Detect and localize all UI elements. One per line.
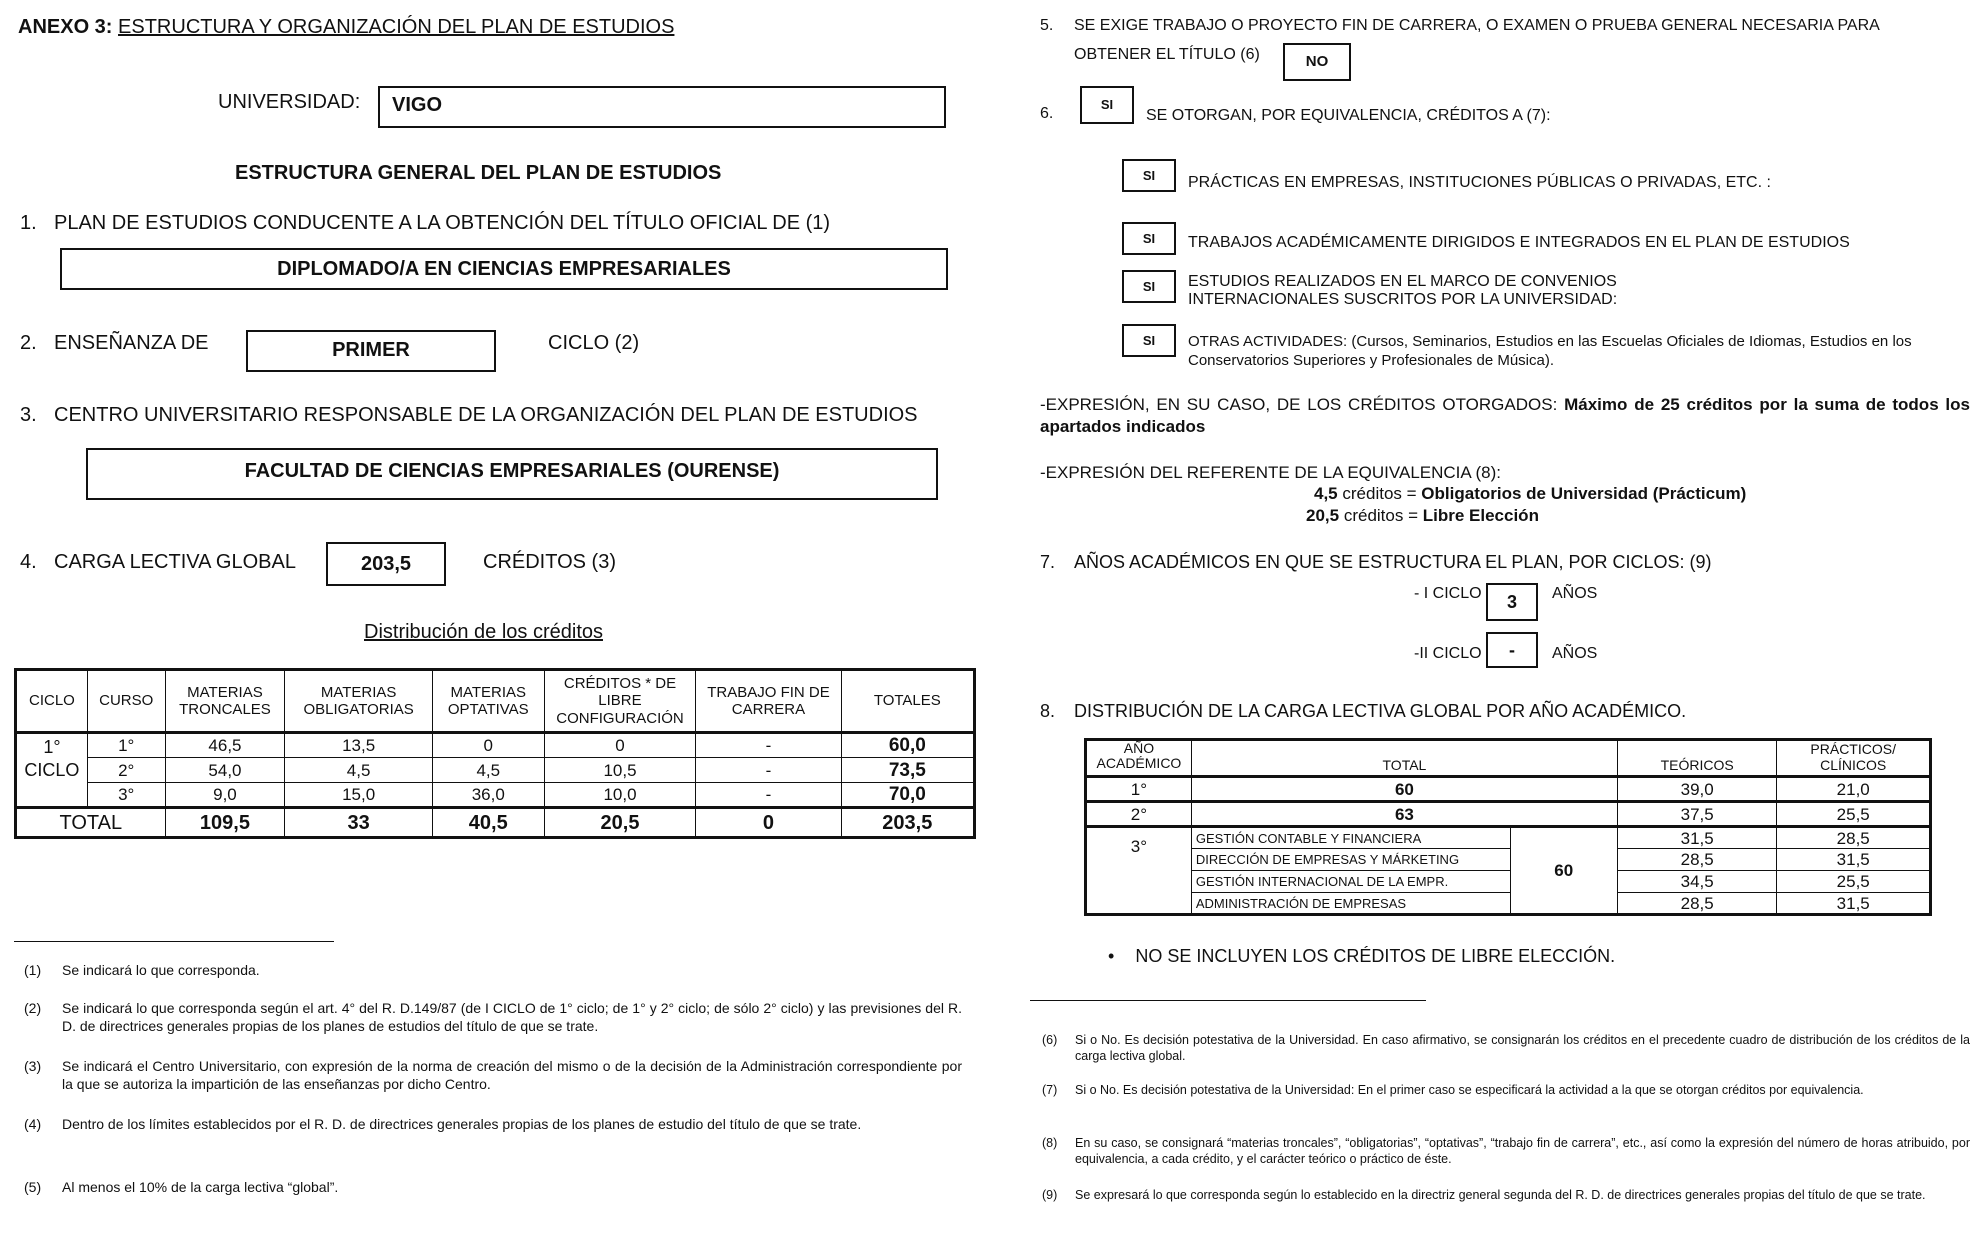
equiv-text-1: PRÁCTICAS EN EMPRESAS, INSTITUCIONES PÚBLICAS O PRIVADAS, ETC. :	[1188, 174, 1771, 191]
item5-text-a: SE EXIGE TRABAJO O PROYECTO FIN DE CARRERA, O EXAMEN O PRUEBA GENERAL NECESARIA PARA	[1074, 17, 1880, 34]
academic-year-table	[1084, 738, 1932, 916]
referent-line-1	[1314, 484, 1746, 504]
expression-referent: -EXPRESIÓN DEL REFERENTE DE LA EQUIVALENCIA (8):	[1040, 463, 1502, 482]
footnote-num: (7)	[1042, 1083, 1058, 1097]
cell-practicos: 25,5	[1777, 871, 1931, 893]
footnote-num: (6)	[1042, 1033, 1058, 1047]
footnote-text: Dentro de los límites establecidos por el R. D. de directrices generales propias de los planes de estudio del título de que se trate.	[62, 1116, 862, 1132]
center-value: FACULTAD DE CIENCIAS EMPRESARIALES (OURENSE)	[244, 460, 780, 482]
footnote-num: (2)	[24, 1000, 42, 1016]
cell-practicos: 31,5	[1777, 849, 1931, 871]
distribution-title: Distribución de los créditos	[364, 621, 603, 643]
cell-teoricos: 39,0	[1617, 777, 1776, 802]
table-row	[16, 783, 975, 808]
university-value: VIGO	[392, 94, 443, 116]
footnote-text: Se indicará lo que corresponda según el art. 4° del R. D.149/87 (de I CICLO de 1° ciclo; de 1° y 2° ciclo; de sólo 2° ciclo) y las previsiones del R. D. de directrices generales propias de los planes de estudios del título de que se trate.	[62, 1000, 962, 1035]
cell-totales: 73,5	[841, 758, 974, 783]
item4-text: CARGA LECTIVA GLOBAL	[54, 551, 296, 573]
table-row	[1086, 802, 1931, 827]
cell-ano: 3°	[1086, 827, 1192, 915]
footnote-text: Al menos el 10% de la carga lectiva “global”.	[62, 1179, 339, 1195]
cell-troncales: 54,0	[165, 758, 285, 783]
expression-credits	[1040, 394, 1970, 438]
equiv-box-1: SI	[1122, 159, 1176, 192]
degree-value: DIPLOMADO/A EN CIENCIAS EMPRESARIALES	[277, 258, 731, 280]
cycle1-value: 3	[1506, 592, 1517, 612]
credits-value: 203,5	[360, 553, 412, 575]
total-totales: 203,5	[841, 808, 974, 838]
equiv-text-3: ESTUDIOS REALIZADOS EN EL MARCO DE CONVENIOS INTERNACIONALES SUSCRITOS POR LA UNIVERSIDAD:	[1188, 273, 1618, 309]
item2-text: ENSEÑANZA DE	[54, 332, 209, 354]
footnote-num: (9)	[1042, 1188, 1058, 1202]
total-libre: 20,5	[544, 808, 696, 838]
cell-teoricos: 28,5	[1617, 893, 1776, 915]
referent-2-num: 20,5	[1306, 506, 1340, 525]
credit-distribution-table	[14, 668, 976, 839]
cell-obligatorias: 4,5	[285, 758, 433, 783]
table-row	[1086, 777, 1931, 802]
cell-optativas: 0	[432, 733, 544, 758]
equiv-box-3: SI	[1122, 270, 1176, 303]
referent-1-num: 4,5	[1314, 484, 1338, 503]
cell-optativas: 36,0	[432, 783, 544, 808]
header-optativas: MATERIAS OPTATIVAS	[432, 670, 544, 733]
item7-num: 7.	[1040, 552, 1056, 572]
cell-specialty: GESTIÓN INTERNACIONAL DE LA EMPR.	[1191, 871, 1510, 893]
cell-specialty: GESTIÓN CONTABLE Y FINANCIERA	[1191, 827, 1510, 849]
table-row	[16, 733, 975, 758]
expression-credits-bold: Máximo de 25 créditos por la suma de todos los apartados indicados	[1040, 395, 1970, 437]
item6-box: SI	[1080, 86, 1134, 124]
table-row	[1086, 849, 1931, 871]
structure-title: ESTRUCTURA GENERAL DEL PLAN DE ESTUDIOS	[235, 162, 722, 184]
expression-credits-prefix: -EXPRESIÓN, EN SU CASO, DE LOS CRÉDITOS OTORGADOS:	[1040, 395, 1558, 414]
header-totales: TOTALES	[841, 670, 974, 733]
cell-practicos: 31,5	[1777, 893, 1931, 915]
total-obligatorias: 33	[285, 808, 433, 838]
item8-num: 8.	[1040, 701, 1056, 721]
footnote-text: Se indicará lo que corresponda.	[62, 962, 260, 978]
annex-title: ESTRUCTURA Y ORGANIZACIÓN DEL PLAN DE ESTUDIOS	[118, 16, 675, 38]
university-box	[378, 86, 946, 128]
footnote-rule	[1030, 1000, 1426, 1001]
cell-teoricos: 31,5	[1617, 827, 1776, 849]
cell-curso: 2°	[87, 758, 165, 783]
cycle2-value: -	[1509, 640, 1515, 660]
equiv-text-2: TRABAJOS ACADÉMICAMENTE DIRIGIDOS E INTEGRADOS EN EL PLAN DE ESTUDIOS	[1188, 234, 1850, 251]
table-header-row	[1086, 740, 1931, 777]
header-ciclo: CICLO	[16, 670, 88, 733]
cell-curso: 3°	[87, 783, 165, 808]
cell-curso: 1°	[87, 733, 165, 758]
header-teoricos: TEÓRICOS	[1617, 740, 1776, 777]
cell-troncales: 46,5	[165, 733, 285, 758]
total-label: TOTAL	[16, 808, 166, 838]
item7-text: AÑOS ACADÉMICOS EN QUE SE ESTRUCTURA EL PLAN, POR CICLOS: (9)	[1074, 552, 1712, 572]
cell-libre: 0	[544, 733, 696, 758]
table-row	[1086, 871, 1931, 893]
cell-specialty: ADMINISTRACIÓN DE EMPRESAS	[1191, 893, 1510, 915]
item2-num: 2.	[20, 332, 37, 354]
item4-suffix: CRÉDITOS (3)	[483, 551, 616, 573]
item5-num: 5.	[1040, 17, 1054, 34]
cycle2-label: -II CICLO	[1414, 645, 1482, 662]
cell-libre: 10,5	[544, 758, 696, 783]
item8-text: DISTRIBUCIÓN DE LA CARGA LECTIVA GLOBAL POR AÑO ACADÉMICO.	[1074, 701, 1687, 721]
footnote-text: Se indicará el Centro Universitario, con expresión de la norma de creación del mismo o de la decisión de la Administración correspondiente por la que se autoriza la impartición de las enseñanzas por dicho Centro.	[62, 1058, 962, 1093]
footnote-num: (3)	[24, 1058, 42, 1074]
header-total: TOTAL	[1191, 740, 1617, 777]
cell-obligatorias: 13,5	[285, 733, 433, 758]
cell-ano: 2°	[1086, 802, 1192, 827]
footnote-text: Si o No. Es decisión potestativa de la Universidad: En el primer caso se especificará la actividad a la que se otorgan créditos por equivalencia.	[1075, 1083, 1864, 1097]
referent-2-text: Libre Elección	[1422, 506, 1539, 525]
cycle2-unit: AÑOS	[1552, 645, 1598, 662]
referent-1-unit: créditos =	[1342, 484, 1417, 503]
table-total-row	[16, 808, 975, 838]
item1-num: 1.	[20, 212, 37, 234]
cell-ciclo: 1° CICLO	[16, 733, 88, 808]
referent-line-2	[1306, 506, 1539, 526]
cell-practicos: 25,5	[1777, 802, 1931, 827]
table-header-row	[16, 670, 975, 733]
footnote-num: (1)	[24, 962, 42, 978]
footnote-num: (5)	[24, 1179, 42, 1195]
item1-text: PLAN DE ESTUDIOS CONDUCENTE A LA OBTENCIÓN DEL TÍTULO OFICIAL DE (1)	[54, 212, 831, 234]
cell-teoricos: 28,5	[1617, 849, 1776, 871]
item6-num: 6.	[1040, 105, 1054, 122]
footnote-text: Si o No. Es decisión potestativa de la Universidad. En caso afirmativo, se consignarán los créditos en el precedente cuadro de distribución de los créditos de la carga lectiva global.	[1075, 1033, 1970, 1064]
equiv-box-2: SI	[1122, 222, 1176, 255]
total-troncales: 109,5	[165, 808, 285, 838]
item4-num: 4.	[20, 551, 37, 573]
table-row	[1086, 827, 1931, 849]
header-curso: CURSO	[87, 670, 165, 733]
cell-ano: 1°	[1086, 777, 1192, 802]
cell-total: 60	[1510, 827, 1617, 915]
cell-totales: 70,0	[841, 783, 974, 808]
footnote-text: En su caso, se consignará “materias troncales”, “obligatorias”, “optativas”, “trabajo fin de carrera”, etc., así como la expresión del número de horas atribuido, por equivalencia, a cada crédito, y el carácter teórico o práctico de éste.	[1075, 1136, 1970, 1167]
referent-2-unit: créditos =	[1343, 506, 1419, 525]
table-row	[16, 758, 975, 783]
annex-heading	[18, 16, 674, 39]
item6-text: SE OTORGAN, POR EQUIVALENCIA, CRÉDITOS A (7):	[1146, 107, 1551, 124]
cell-obligatorias: 15,0	[285, 783, 433, 808]
cycle-value: PRIMER	[332, 339, 410, 361]
cell-total: 63	[1191, 802, 1617, 827]
cell-practicos: 21,0	[1777, 777, 1931, 802]
equiv-text-4: OTRAS ACTIVIDADES: (Cursos, Seminarios, Estudios en las Escuelas Oficiales de Idiomas, Estudios en los Conservatorios Superiores y Profesionales de Música).	[1188, 333, 1912, 369]
cycle1-label: - I CICLO	[1414, 585, 1482, 602]
cell-practicos: 28,5	[1777, 827, 1931, 849]
header-libre: CRÉDITOS * DE LIBRE CONFIGURACIÓN	[544, 670, 696, 733]
cell-total: 60	[1191, 777, 1617, 802]
referent-1-text: Obligatorios de Universidad (Prácticum)	[1421, 484, 1747, 503]
bullet-icon: •	[1108, 946, 1115, 966]
header-practicos: PRÁCTICOS/ CLÍNICOS	[1777, 740, 1931, 777]
header-troncales: MATERIAS TRONCALES	[165, 670, 285, 733]
university-label: UNIVERSIDAD:	[218, 91, 361, 113]
item5-text-b: OBTENER EL TÍTULO (6)	[1074, 46, 1260, 63]
annex-label: ANEXO 3:	[18, 16, 113, 38]
cell-trabajo: -	[696, 733, 841, 758]
cell-troncales: 9,0	[165, 783, 285, 808]
total-trabajo: 0	[696, 808, 841, 838]
cell-totales: 60,0	[841, 733, 974, 758]
header-trabajo: TRABAJO FIN DE CARRERA	[696, 670, 841, 733]
bullet-text: NO SE INCLUYEN LOS CRÉDITOS DE LIBRE ELECCIÓN.	[1135, 946, 1616, 966]
footnote-num: (8)	[1042, 1136, 1058, 1150]
header-obligatorias: MATERIAS OBLIGATORIAS	[285, 670, 433, 733]
bullet-note	[1108, 946, 1615, 967]
item5-value: NO	[1305, 53, 1329, 70]
cell-trabajo: -	[696, 758, 841, 783]
footnote-text: Se expresará lo que corresponda según lo establecido en la directriz general segunda del R. D. de directrices generales propias del título de que se trate.	[1075, 1188, 1926, 1202]
cell-optativas: 4,5	[432, 758, 544, 783]
table-row	[1086, 893, 1931, 915]
equiv-box-4: SI	[1122, 324, 1176, 357]
header-ano: AÑO ACADÉMICO	[1086, 740, 1192, 777]
cycle1-unit: AÑOS	[1552, 585, 1598, 602]
item3-text: CENTRO UNIVERSITARIO RESPONSABLE DE LA ORGANIZACIÓN DEL PLAN DE ESTUDIOS	[54, 404, 918, 426]
cell-teoricos: 37,5	[1617, 802, 1776, 827]
cell-teoricos: 34,5	[1617, 871, 1776, 893]
total-optativas: 40,5	[432, 808, 544, 838]
footnote-num: (4)	[24, 1116, 42, 1132]
cell-trabajo: -	[696, 783, 841, 808]
item2-suffix: CICLO (2)	[548, 332, 640, 354]
cell-libre: 10,0	[544, 783, 696, 808]
cell-specialty: DIRECCIÓN DE EMPRESAS Y MÁRKETING	[1191, 849, 1510, 871]
item3-num: 3.	[20, 404, 37, 426]
footnote-rule	[14, 941, 334, 942]
